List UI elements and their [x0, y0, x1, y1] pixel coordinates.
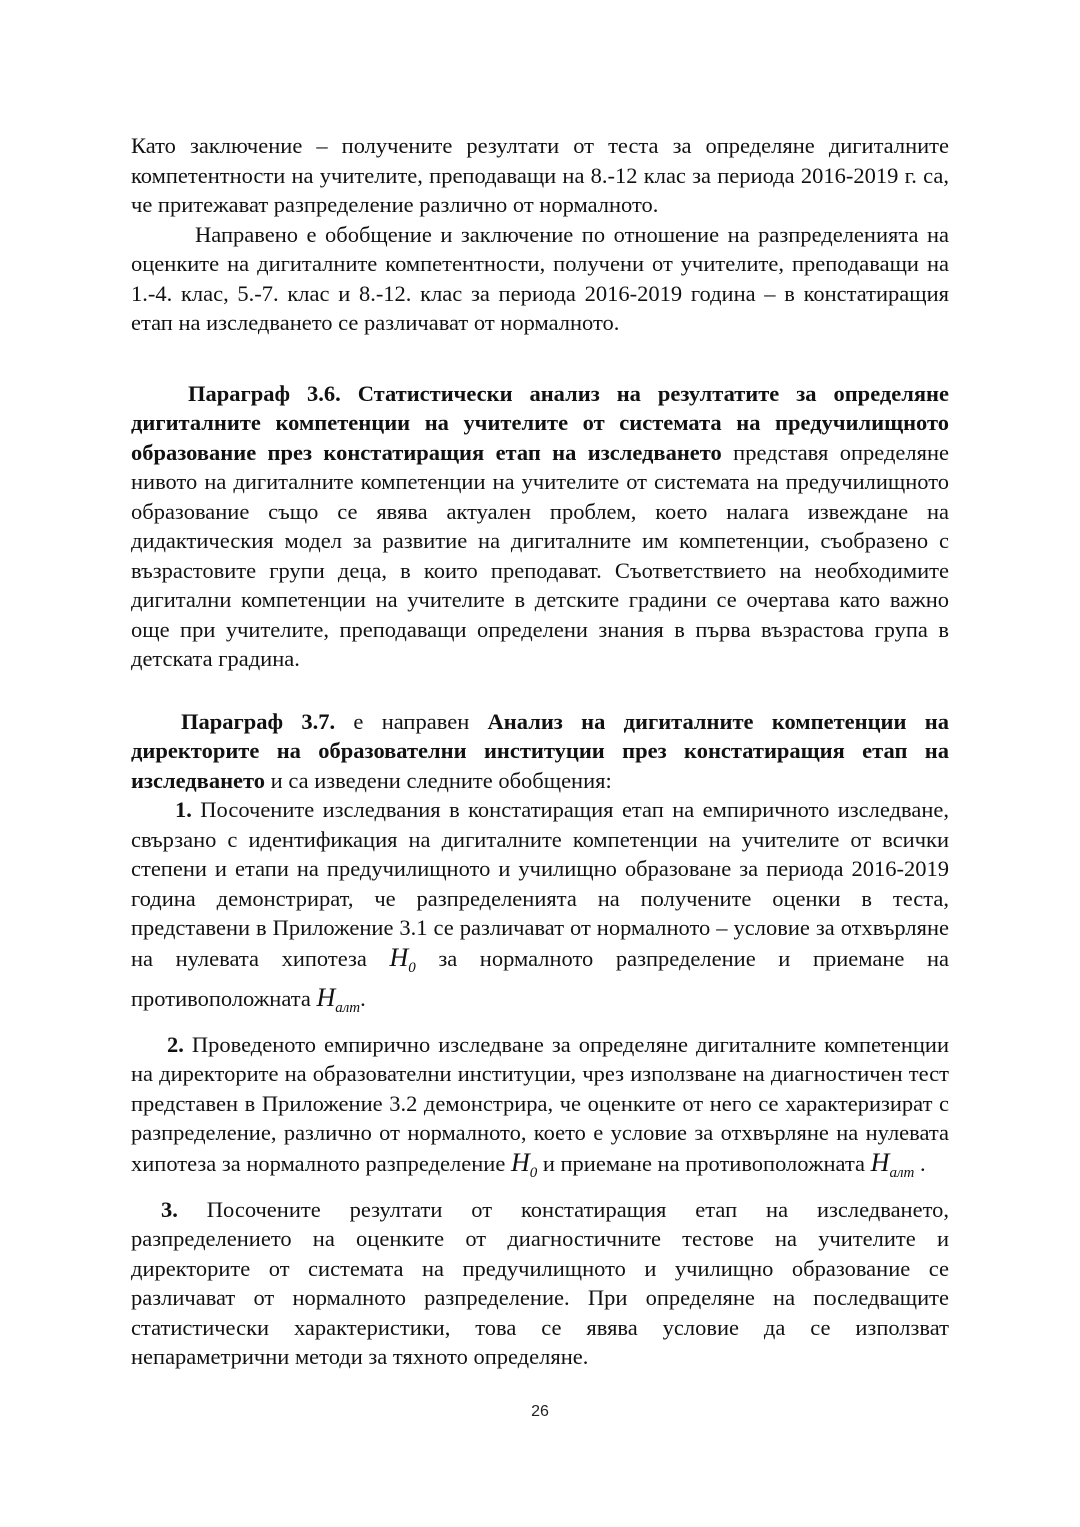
- section-3-7-label: Параграф 3.7.: [181, 708, 336, 734]
- alt-hypothesis-symbol: [316, 983, 361, 1017]
- null-hypothesis-symbol: [389, 942, 416, 976]
- section-3-7-text-1: е направен: [335, 708, 488, 734]
- list-item-1: [131, 795, 949, 1024]
- paragraph-section-3-7: [131, 707, 949, 796]
- alt-hypothesis-symbol: [870, 1147, 915, 1182]
- list-item-2-number: 2.: [167, 1031, 184, 1057]
- list-item-3: [131, 1195, 949, 1372]
- list-item-2: [131, 1030, 949, 1189]
- section-3-6-heading: Параграф 3.6. Статистически анализ на резултатите за определяне дигиталните компетенции на учителите от системата на предучилищното образование през констатиращия етап на изследването: [131, 380, 949, 465]
- list-item-1-end: .: [360, 986, 366, 1012]
- list-item-2-text-2: и приемане на противоположната: [537, 1150, 871, 1176]
- list-item-1-text-2: за нормалното разпределение и приемане на противоположната: [131, 945, 949, 1012]
- h0-subscript: 0: [529, 1165, 538, 1182]
- paragraph-summary: Направено е обобщение и заключение по отношение на разпределенията на оценките на дигиталните компетентности, получени от учителите, преподаващи на 1.-4. клас, 5.-7. клас и 8.-12. клас за периода 2016-2019 година – в констатиращия етап на изследването се различават от нормалното.: [131, 221, 949, 335]
- list-item-3-number: 3.: [161, 1196, 178, 1222]
- halt-subscript: алт: [889, 1165, 915, 1182]
- list-item-2-text: Проведеното емпирично изследване за определяне дигиталните компетенции на директорите на образователни институции, чрез използване на диагностичен тест представен в Приложение 3.2 демонстрира, че оценките от него се характеризират с разпределение, различно от нормалното, което е условие за отхвърляне на нулевата хипотеза за нормалното разпределение: [131, 1031, 949, 1176]
- halt-letter: H: [870, 1147, 890, 1177]
- halt-letter: H: [316, 983, 336, 1013]
- paragraph-conclusion: Като заключение – получените резултати от теста за определяне дигиталните компетентности на учителите, преподаващи на 8.-12 клас за периода 2016-2019 г. са, че притежават разпределение различно от нормалното.: [131, 133, 949, 217]
- h0-subscript: 0: [408, 959, 416, 976]
- h0-letter: H: [510, 1147, 530, 1177]
- paragraph-section-3-6: [131, 379, 949, 674]
- section-3-7-heading: Анализ на дигиталните компетенции на директорите на образователни институции през констатиращия етап на изследването: [131, 708, 949, 793]
- halt-subscript: алт: [335, 1000, 361, 1017]
- null-hypothesis-symbol: [510, 1147, 538, 1182]
- list-item-2-end: .: [914, 1150, 926, 1176]
- document-page: [131, 131, 949, 1372]
- list-item-1-number: 1.: [175, 797, 192, 822]
- page-number: 26: [531, 1403, 549, 1420]
- list-item-1-text: Посочените изследвания в констатиращия етап на емпиричното изследване, свързано с идентификация на дигиталните компетенции на учителите от всички степени и етапи на предучилищното и училищно образоване за периода 2016-2019 година демонстрират, че разпределенията на получените оценки в теста, представени в Приложение 3.1 се различават от нормалното – условие за отхвърляне на нулевата хипотеза: [131, 797, 949, 971]
- list-item-3-text: Посочените резултати от констатиращия етап на изследването, разпределението на оценките от диагностичните тестове на учителите и директорите от системата на предучилищното и училищно образование се различават от нормалното разпределение. При определяне на последващите статистически характеристики, това се явява условие да се използват непараметрични методи за тяхното определяне.: [131, 1196, 949, 1370]
- section-3-7-text-2: и са изведени следните обобщения:: [265, 767, 612, 793]
- section-3-6-text: представя определяне нивото на дигиталните компетенции на учителите от системата на предучилищното образование също се явява актуален проблем, което налага извеждане на дидактическия модел за развитие на дигиталните им компетенции, съобразено с възрастовите групи деца, в които преподават. Съответствието на необходимите дигитални компетенции на учителите в детските градини се очертава като важно още при учителите, преподаващи определени знания в първа възрастова група в детската градина.: [131, 439, 949, 671]
- h0-letter: H: [389, 942, 409, 972]
